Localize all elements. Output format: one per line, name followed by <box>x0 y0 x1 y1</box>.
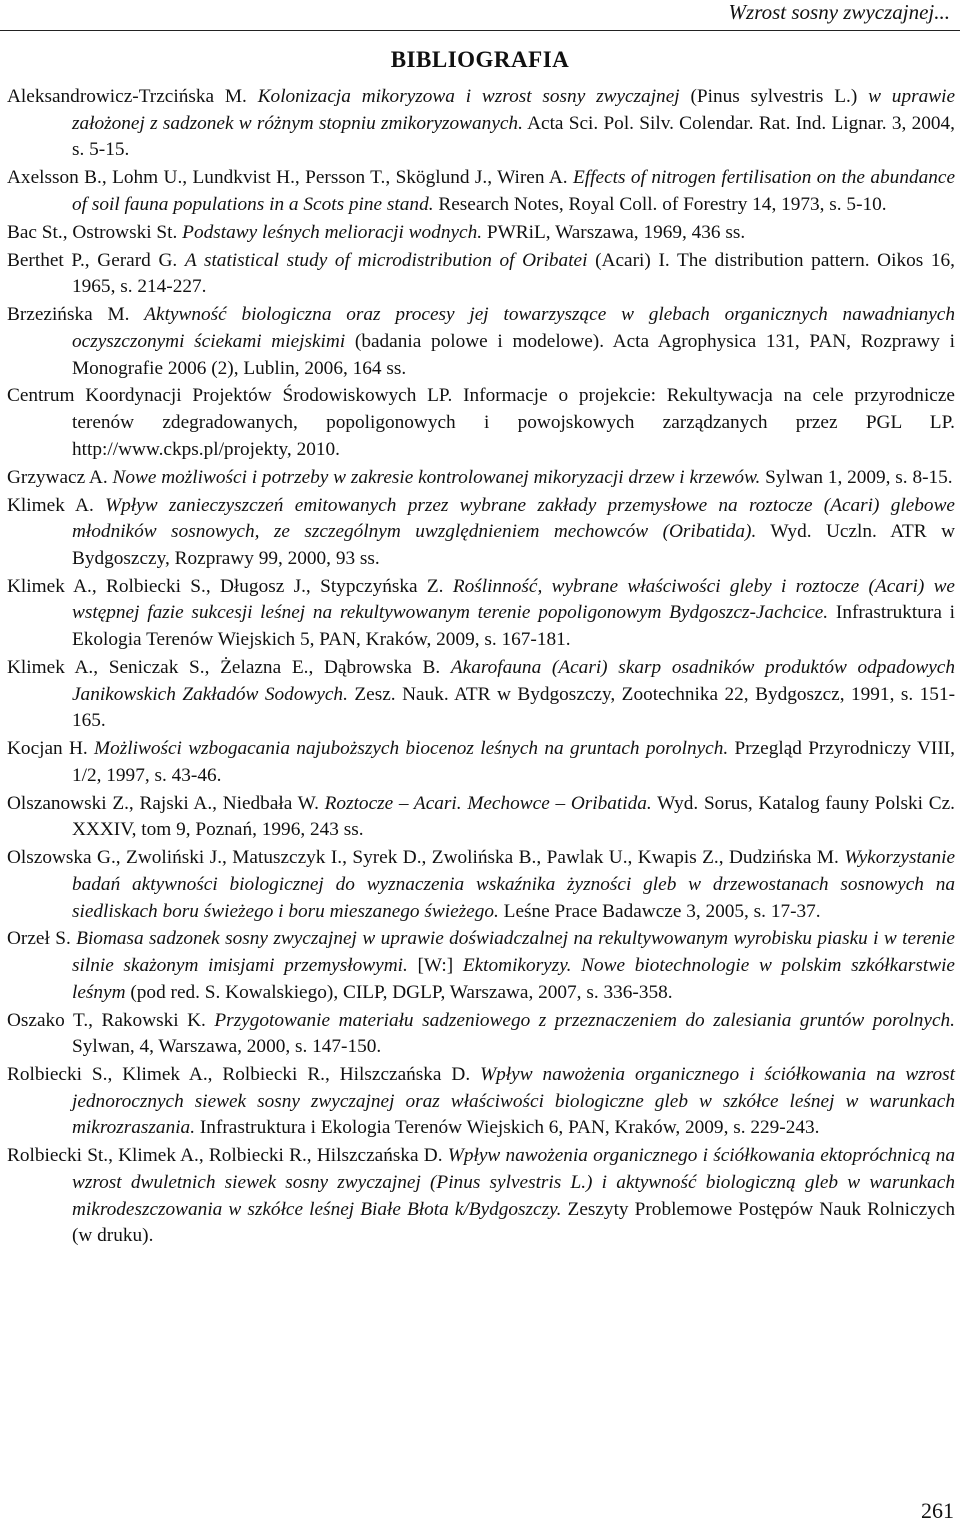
reference-entry <box>7 302 955 382</box>
reference-title: Nowe możliwości i potrzeby w zakresie kontrolowanej mikoryzacji drzew i krzewów. <box>112 466 761 488</box>
reference-title: Roślinność, wybrane właściwości gleby i roztocze (Acari) we wstępnej fazie sukcesji leśnej na rekultywowanym terenie popoligonowym Bydgoszcz-Jachcice. <box>72 575 955 624</box>
reference-source: Acta Sci. Pol. Silv. Colendar. Rat. Ind. Lignar. 3, 2004, s. 5-15. <box>72 112 955 161</box>
reference-authors: Berthet P., Gerard G. <box>7 249 178 271</box>
page-number: 261 <box>921 1498 954 1523</box>
reference-source: Infrastruktura i Ekologia Terenów Wiejskich 5, PAN, Kraków, 2009, s. 167-181. <box>72 602 956 650</box>
reference-source: Sylwan, 4, Warszawa, 2000, s. 147-150. <box>72 1036 382 1058</box>
reference-source: PWRiL, Warszawa, 1969, 436 ss. <box>482 221 746 243</box>
reference-source: Zeszyty Problemowe Postępów Nauk Rolniczych (w druku). <box>72 1198 955 1247</box>
reference-source: Zesz. Nauk. ATR w Bydgoszczy, Zootechnika 22, Bydgoszcz, 1991, s. 151-165. <box>72 683 956 732</box>
reference-authors: Klimek A., Rolbiecki S., Długosz J., Stypczyńska Z. <box>7 575 444 597</box>
reference-title: A statistical study of microdistribution of Oribatei <box>184 249 588 271</box>
reference-entry <box>7 1008 955 1061</box>
reference-authors: Oszako T., Rakowski K. <box>7 1009 206 1031</box>
reference-authors: Klimek A. <box>7 494 94 516</box>
reference-entry <box>7 574 955 654</box>
reference-authors: Brzezińska M. <box>7 304 130 326</box>
section-title: BIBLIOGRAFIA <box>390 47 570 72</box>
reference-title: Wpływ nawożenia organicznego i ściółkowania ektopróchnicą na wzrost dwuletnich siewek sosny zwyczajnej (Pinus sylvestris L.) i aktywność biologiczną gleb w warunkach mikrodeszczowania w szkółce leśnej Białe Błota k/Bydgoszczy. <box>72 1145 955 1220</box>
reference-source: (pod red. S. Kowalskiego), CILP, DGLP, Warszawa, 2007, s. 336-358. <box>125 981 673 1003</box>
reference-source: (Acari) I. The distribution pattern. Oikos 16, 1965, s. 214-227. <box>72 249 955 298</box>
reference-entry <box>7 248 955 301</box>
reference-source: Leśne Prace Badawcze 3, 2005, s. 17-37. <box>498 900 821 922</box>
reference-entry <box>7 736 955 789</box>
reference-title: Przygotowanie materiału sadzeniowego z przeznaczeniem do zalesiania gruntów porolnych. <box>214 1009 956 1031</box>
reference-title-continued: w uprawie założonej z sadzonek w różnym stopniu zmikoryzowanych. <box>72 86 956 134</box>
reference-entry <box>7 926 955 1006</box>
reference-source: Wyd. Sorus, Katalog fauny Polski Cz. XXXIV, tom 9, Poznań, 1996, 243 ss. <box>72 792 955 841</box>
reference-source: Informacje o projekcie: Rekultywacja na cele przyrodnicze terenów zdegradowanych, popoligonowych i powojskowych zarządzanych przez PGL LP. http://www.ckps.pl/projekty, 2010. <box>72 385 955 460</box>
reference-authors: Bac St., Ostrowski St. <box>7 221 178 243</box>
reference-details: (Pinus sylvestris L.) <box>679 86 869 107</box>
reference-title: Roztocze – Acari. Mechowce – Oribatida. <box>324 792 652 814</box>
reference-source: Sylwan 1, 2009, s. 8-15. <box>760 466 953 488</box>
reference-authors: Kocjan H. <box>7 738 88 760</box>
reference-source: Przegląd Przyrodniczy VIII, 1/2, 1997, s. 43-46. <box>72 738 956 786</box>
reference-entry <box>7 845 955 925</box>
reference-source: Research Notes, Royal Coll. of Forestry 14, 1973, s. 5-10. <box>433 193 887 215</box>
reference-title: Możliwości wzbogacania najuboższych biocenoz leśnych na gruntach porolnych. <box>94 738 729 760</box>
reference-title: Wpływ zanieczyszczeń emitowanych przez wybrane zakłady przemysłowe na roztocze (Acari) glebowe młodników sosnowych, ze szczególnym uwzględnieniem mechowców (Oribatida). <box>72 494 955 543</box>
reference-entry <box>7 84 955 164</box>
reference-authors: Olszowska G., Zwoliński J., Matuszczyk I., Syrek D., Zwolińska B., Pawlak U., Kwapis Z., Dudzińska M. <box>7 847 839 869</box>
reference-title-continued: Ektomikoryzy. Nowe biotechnologie w polskim szkółkarstwie leśnym <box>72 955 955 1003</box>
reference-entry <box>7 1062 955 1142</box>
reference-authors: Axelsson B., Lohm U., Lundkvist H., Persson T., Sköglund J., Wiren A. <box>7 167 568 189</box>
reference-authors: Rolbiecki St., Klimek A., Rolbiecki R., Hilszczańska D. <box>7 1145 443 1167</box>
reference-authors: Olszanowski Z., Rajski A., Niedbała W. <box>7 792 319 814</box>
reference-source: (badania polowe i modelowe). Acta Agrophysica 131, PAN, Rozprawy i Monografie 2006 (2), Lublin, 2006, 164 ss. <box>72 330 955 379</box>
reference-authors: Klimek A., Seniczak S., Żelazna E., Dąbrowska B. <box>7 656 441 678</box>
running-header: Wzrost sosny zwyczajnej... <box>728 0 950 24</box>
reference-title: Akarofauna (Acari) skarp osadników produktów odpadowych Janikowskich Zakładów Sodowych. <box>72 656 955 705</box>
reference-entry <box>7 220 955 247</box>
reference-entry <box>7 493 955 573</box>
reference-title: Aktywność biologiczna oraz procesy jej towarzyszące w glebach organicznych nawadnianych oczyszczonymi ściekami miejskimi <box>72 304 955 352</box>
reference-source: Wyd. Uczln. ATR w Bydgoszczy, Rozprawy 99, 2000, 93 ss. <box>72 521 956 569</box>
reference-entry <box>7 791 955 844</box>
reference-authors: Aleksandrowicz-Trzcińska M. <box>7 86 247 107</box>
reference-entry <box>7 1143 955 1249</box>
reference-title: Effects of nitrogen fertilisation on the abundance of soil fauna populations in a Scots pine stand. <box>72 167 956 215</box>
reference-authors: Orzeł S. <box>7 928 71 950</box>
reference-entry <box>7 165 955 218</box>
reference-entry <box>7 655 955 735</box>
reference-details: [W:] <box>407 955 463 977</box>
reference-title: Biomasa sadzonek sosny zwyczajnej w uprawie doświadczalnej na rekultywowanym wyrobisku piasku i w terenie silnie skażonym imisjami przemysłowymi. <box>72 928 955 977</box>
reference-source: Infrastruktura i Ekologia Terenów Wiejskich 6, PAN, Kraków, 2009, s. 229-243. <box>195 1117 820 1139</box>
reference-title: Kolonizacja mikoryzowa i wzrost sosny zwyczajnej <box>257 86 680 107</box>
header-rule <box>0 30 960 31</box>
reference-authors: Centrum Koordynacji Projektów Środowiskowych LP. <box>7 385 453 407</box>
reference-entry <box>7 383 955 463</box>
reference-entry <box>7 465 955 492</box>
reference-authors: Rolbiecki S., Klimek A., Rolbiecki R., Hilszczańska D. <box>7 1064 471 1086</box>
reference-authors: Grzywacz A. <box>7 466 108 488</box>
reference-title: Podstawy leśnych melioracji wodnych. <box>182 221 483 243</box>
reference-title: Wpływ nawożenia organicznego i ściółkowania na wzrost jednorocznych siewek sosny zwyczajnej oraz właściwości biologiczne gleb w szkółce leśnej w warunkach mikrozraszania. <box>72 1064 955 1139</box>
reference-list <box>7 84 955 1251</box>
reference-title: Wykorzystanie badań aktywności biologicznej do wyznaczenia wskaźnika żyzności gleb w drzewostanach sosnowych na siedliskach boru świeżego i boru mieszanego świeżego. <box>72 847 955 922</box>
